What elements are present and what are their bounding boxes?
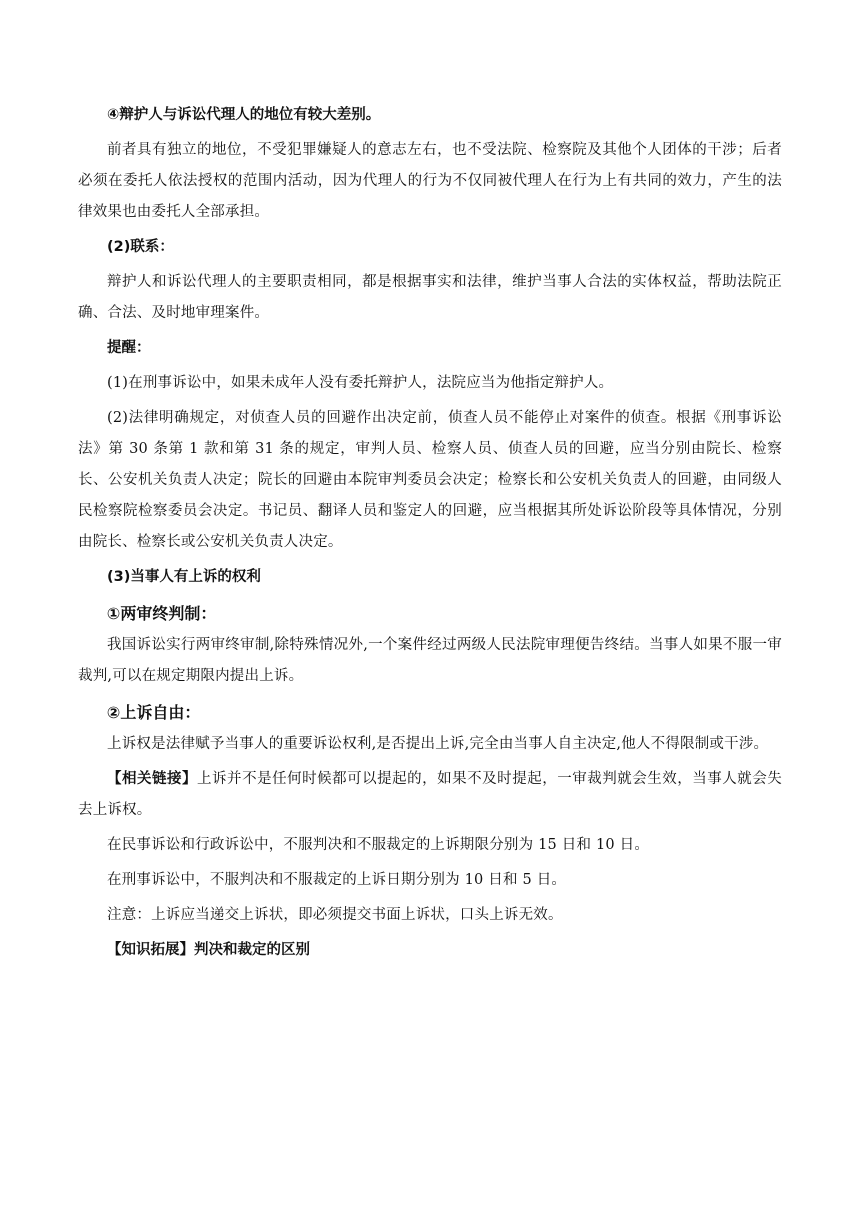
paragraph-difference-4: 前者具有独立的地位，不受犯罪嫌疑人的意志左右，也不受法院、检察院及其他个人团体的干涉；后者必须在委托人依法授权的范围内活动，因为代理人的行为不仅同被代理人在行为上有共同的效力，产生的法律效果也由委托人全部承担。 — [78, 142, 782, 220]
heading-reminder: 提醒： — [107, 340, 151, 356]
related-link-text: 上诉并不是任何时候都可以提起的，如果不及时提起，一审裁判就会生效，当事人就会失去上诉权。 — [78, 771, 783, 818]
heading-appeal-right: (3)当事人有上诉的权利 — [107, 569, 261, 585]
heading-knowledge-expansion: 【知识拓展】判决和裁定的区别 — [107, 942, 310, 958]
heading-difference-4: ④辩护人与诉讼代理人的地位有较大差别。 — [107, 107, 381, 123]
heading-connection: (2)联系： — [107, 239, 174, 255]
heading-two-instance: ①两审终判制： — [106, 604, 217, 623]
heading-free-appeal: ②上诉自由： — [106, 703, 201, 722]
paragraph-reminder-1: (1)在刑事诉讼中，如果未成年人没有委托辩护人，法院应当为他指定辩护人。 — [107, 375, 614, 391]
paragraph-related-link — [78, 764, 782, 826]
paragraph-criminal-deadline: 在刑事诉讼中，不服判决和不服裁定的上诉日期分别为 10 日和 5 日。 — [107, 872, 567, 888]
paragraph-reminder-2: (2)法律明确规定，对侦查人员的回避作出决定前，侦查人员不能停止对案件的侦查。根据《刑事诉讼法》第 30 条第 1 款和第 31 条的规定，审判人员、检察人员、侦查人员的回避，应当分别由院长、检察长、公安机关负责人决定；院长的回避由本院审判委员会决定；检察长和公安机关负责人的回避，由同级人民检察院检察委员会决定。书记员、翻译人员和鉴定人的回避，应当根据其所处诉讼阶段等具体情况，分别由院长、检察长或公安机关负责人决定。 — [78, 410, 782, 550]
paragraph-free-appeal: 上诉权是法律赋予当事人的重要诉讼权利,是否提出上诉,完全由当事人自主决定,他人不得限制或干涉。 — [107, 736, 769, 752]
document-body — [78, 100, 782, 966]
paragraph-two-instance: 我国诉讼实行两审终审制,除特殊情况外,一个案件经过两级人民法院审理便告终结。当事人如果不服一审裁判,可以在规定期限内提出上诉。 — [78, 637, 782, 684]
paragraph-note: 注意：上诉应当递交上诉状，即必须提交书面上诉状，口头上诉无效。 — [107, 907, 563, 923]
paragraph-civil-admin-deadline: 在民事诉讼和行政诉讼中，不服判决和不服裁定的上诉期限分别为 15 日和 10 日。 — [107, 837, 650, 853]
related-link-label: 【相关链接】 — [107, 771, 198, 787]
paragraph-connection: 辩护人和诉讼代理人的主要职责相同，都是根据事实和法律，维护当事人合法的实体权益，帮助法院正确、合法、及时地审理案件。 — [78, 274, 782, 321]
